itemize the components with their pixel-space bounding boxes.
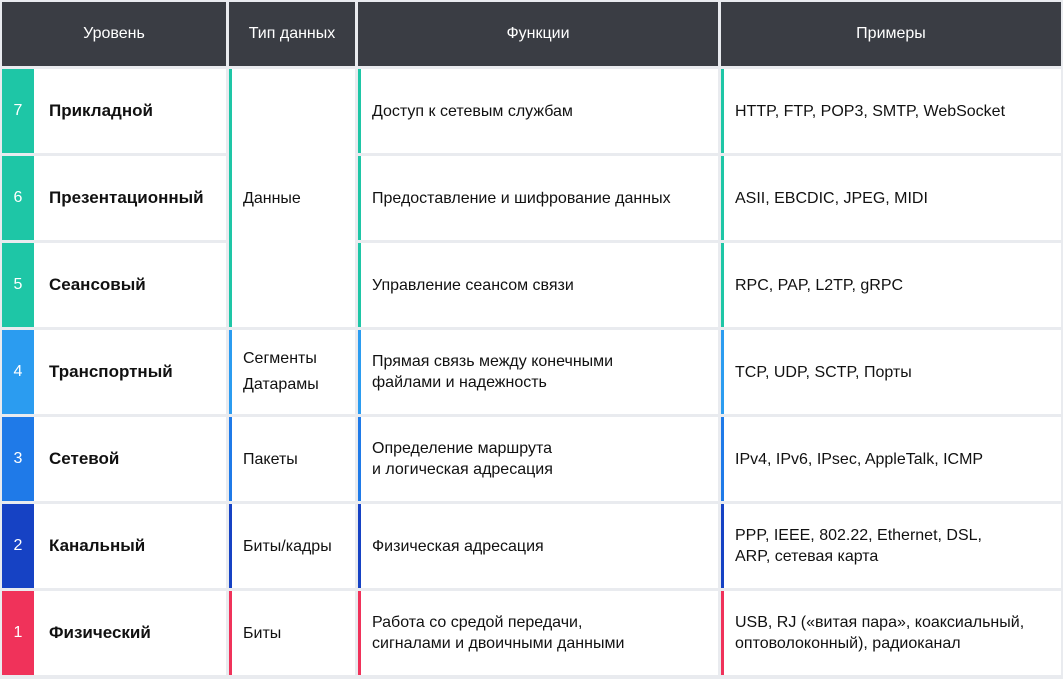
data-type-text: Датарамы: [243, 376, 319, 393]
layer-number-5: [2, 243, 34, 327]
header-level: [2, 2, 226, 66]
color-bar: [721, 591, 724, 675]
layer-number-7: [2, 69, 34, 153]
layer-name-network: [34, 417, 226, 501]
examples-text: RPC, PAP, L2TP, gRPC: [735, 276, 904, 294]
header-examples: [721, 2, 1061, 66]
function-cell: [358, 417, 718, 501]
header-data-type: [229, 2, 355, 66]
color-bar: [229, 591, 232, 675]
layer-name-label: Презентационный: [49, 188, 204, 207]
examples-text: ASII, EBCDIC, JPEG, MIDI: [735, 189, 928, 207]
color-bar: [721, 417, 724, 501]
function-cell: [358, 591, 718, 675]
data-type-text: Сегменты: [243, 350, 317, 367]
function-cell: [358, 243, 718, 327]
data-type-bits: [229, 591, 355, 675]
data-type-frames: [229, 504, 355, 588]
examples-cell: [721, 417, 1061, 501]
examples-cell: [721, 243, 1061, 327]
header-functions-label: Функции: [506, 25, 570, 42]
examples-cell: [721, 156, 1061, 240]
data-type-data: [229, 69, 355, 327]
function-text: Предоставление и шифрование данных: [372, 189, 671, 207]
examples-cell: [721, 591, 1061, 675]
examples-text: HTTP, FTP, POP3, SMTP, WebSocket: [735, 102, 1006, 120]
color-bar: [358, 330, 361, 414]
layer-name-label: Сетевой: [49, 449, 120, 468]
examples-text: TCP, UDP, SCTP, Порты: [735, 363, 912, 381]
function-text: Физическая адресация: [372, 537, 544, 555]
color-bar: [358, 504, 361, 588]
function-text: файлами и надежность: [372, 374, 547, 391]
color-bar: [721, 504, 724, 588]
layer-number-label: 7: [13, 102, 23, 119]
color-bar: [358, 69, 361, 153]
examples-cell: [721, 69, 1061, 153]
header-functions: [358, 2, 718, 66]
function-cell: [358, 69, 718, 153]
function-text: Управление сеансом связи: [372, 276, 574, 294]
header-level-label: Уровень: [83, 25, 145, 42]
data-type-text: Данные: [243, 189, 301, 207]
function-text: и логическая адресация: [372, 461, 553, 478]
data-type-packets: [229, 417, 355, 501]
header-data-type-label: Тип данных: [248, 25, 336, 42]
color-bar: [229, 504, 232, 588]
examples-text: ARP, сетевая карта: [735, 548, 879, 565]
layer-number-2: [2, 504, 34, 588]
layer-name-label: Физический: [49, 623, 151, 642]
color-bar: [721, 69, 724, 153]
color-bar: [229, 69, 232, 327]
layer-name-application: [34, 69, 226, 153]
layer-name-datalink: [34, 504, 226, 588]
layer-number-1: [2, 591, 34, 675]
data-type-text: Биты: [243, 624, 282, 642]
color-bar: [721, 243, 724, 327]
layer-number-label: 4: [13, 363, 23, 380]
examples-text: USB, RJ («витая пара», коаксиальный,: [735, 614, 1025, 631]
color-bar: [721, 330, 724, 414]
examples-text: IPv4, IPv6, IPsec, AppleTalk, ICMP: [735, 450, 984, 468]
color-bar: [721, 156, 724, 240]
color-bar: [358, 156, 361, 240]
layer-name-label: Канальный: [49, 536, 146, 555]
color-bar: [358, 417, 361, 501]
data-type-segments: [229, 330, 355, 414]
data-type-text: Биты/кадры: [243, 537, 332, 555]
layer-name-label: Транспортный: [49, 362, 173, 381]
layer-number-label: 3: [13, 450, 23, 467]
function-text: Определение маршрута: [372, 440, 553, 457]
examples-text: PPP, IEEE, 802.22, Ethernet, DSL,: [735, 527, 982, 544]
examples-cell: [721, 504, 1061, 588]
function-cell: [358, 330, 718, 414]
function-cell: [358, 156, 718, 240]
color-bar: [229, 330, 232, 414]
layer-name-label: Сеансовый: [49, 275, 146, 294]
data-type-text: Пакеты: [243, 450, 298, 468]
color-bar: [358, 243, 361, 327]
layer-name-transport: [34, 330, 226, 414]
function-text: Работа со средой передачи,: [372, 614, 583, 631]
function-cell: [358, 504, 718, 588]
color-bar: [358, 591, 361, 675]
layer-number-label: 5: [13, 276, 23, 293]
layer-name-physical: [34, 591, 226, 675]
layer-name-label: Прикладной: [49, 101, 153, 120]
function-text: Прямая связь между конечными: [372, 353, 614, 370]
layer-number-label: 6: [13, 189, 23, 206]
layer-number-4: [2, 330, 34, 414]
layer-name-session: [34, 243, 226, 327]
function-text: Доступ к сетевым службам: [372, 102, 573, 120]
color-bar: [229, 417, 232, 501]
layer-number-label: 1: [13, 624, 23, 641]
layer-number-label: 2: [13, 537, 23, 554]
layer-number-6: [2, 156, 34, 240]
examples-text: оптоволоконный), радиоканал: [735, 635, 961, 652]
function-text: сигналами и двоичными данными: [372, 635, 625, 652]
examples-cell: [721, 330, 1061, 414]
layer-number-3: [2, 417, 34, 501]
layer-name-presentation: [34, 156, 226, 240]
header-examples-label: Примеры: [856, 25, 926, 42]
